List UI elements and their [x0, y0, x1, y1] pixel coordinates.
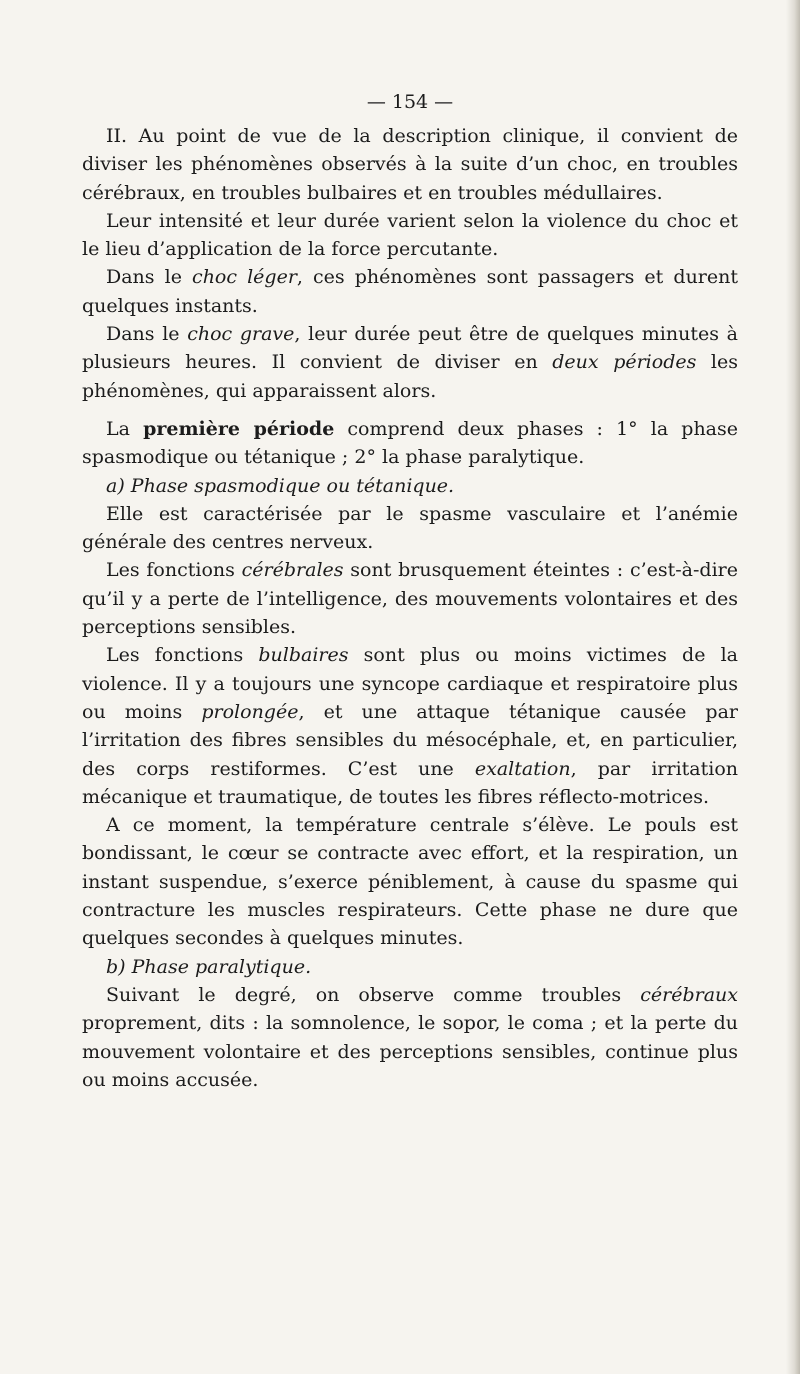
heading-spasmodic-phase: [82, 472, 738, 500]
italic-term: cérébraux: [640, 983, 738, 1006]
text-run: les phénomènes, qui apparaissent alors.: [82, 351, 738, 402]
text-run: comprend deux phases : 1° la phase spasmodique ou tétanique ; 2° la phase paralytique.: [82, 417, 739, 469]
text-run: Dans le: [106, 266, 193, 289]
paragraph-temperature: A ce moment, la température centrale s’élève. Le pouls est bondissant, le cœur se contracte avec effort, et la respiration, un instant suspendue, s’exerce péniblement, à cause du spasme qui contracture les muscles respirateurs. Cette phase ne dure que quelques secondes à quelques minutes.: [82, 814, 738, 950]
italic-heading: Phase spasmodique ou tétanique.: [130, 474, 455, 497]
paragraph-severe-shock: [82, 320, 738, 405]
text-run: , ces phénomènes sont passagers et durent quelques instants.: [82, 266, 738, 317]
paragraph-cerebral-functions: [82, 556, 738, 641]
italic-term: prolongée: [201, 700, 299, 723]
book-page: [82, 90, 738, 1094]
paragraph-intensity: Leur intensité et leur durée varient selon la violence du choc et le lieu d’application de la force percutante.: [82, 209, 738, 261]
paragraph-first-period: [82, 415, 738, 472]
text-run: sont brusquement éteintes : c’est-à-dire qu’il y a perte de l’intelligence, des mouvements volontaires et des perceptions sensibles.: [82, 559, 738, 639]
paragraph-cerebral-troubles: [82, 981, 738, 1094]
italic-term: cérébrales: [241, 559, 344, 582]
paragraph-bulbar-functions: [82, 641, 738, 811]
page-edge-shadow: [786, 0, 800, 1374]
italic-heading: Phase paralytique.: [131, 955, 312, 978]
text-run: Suivant le degré, on observe comme troubles: [106, 983, 641, 1006]
heading-letter: b): [106, 955, 132, 978]
heading-paralytic-phase: [82, 953, 738, 981]
italic-term: exaltation: [474, 757, 571, 780]
bold-term: première période: [143, 417, 335, 440]
text-run: La: [106, 417, 144, 440]
text-run: proprement, dits : la somnolence, le sopor, le coma ; et la perte du mouvement volontaire et des perceptions sensibles, continue plus ou moins accusée.: [82, 1012, 738, 1091]
paragraph-characterized: Elle est caractérisée par le spasme vasculaire et l’anémie générale des centres nerveux.: [82, 502, 738, 554]
text-run: , et une attaque tétanique causée par l’irritation des fibres sensibles du mésocéphale, et, en particulier, des corps restiformes. C’est une: [82, 700, 738, 780]
page-number: — 154 —: [366, 91, 454, 113]
text-run: , leur durée peut être de quelques minutes à plusieurs heures. Il convient de diviser en: [82, 323, 738, 374]
italic-term: bulbaires: [258, 644, 349, 667]
text-run: sont plus ou moins victimes de la violence. Il y a toujours une syncope cardiaque et respiratoire plus ou moins: [82, 644, 738, 723]
italic-term: choc léger: [192, 266, 297, 289]
text-run: , par irritation mécanique et traumatique, de toutes les fibres réflecto-motrices.: [82, 757, 738, 808]
paragraph-light-shock: [82, 263, 738, 320]
text-run: Les fonctions: [106, 644, 259, 667]
heading-letter: a): [106, 474, 131, 497]
italic-term: deux périodes: [552, 351, 697, 374]
italic-term: choc grave: [187, 323, 295, 346]
text-run: Les fonctions: [106, 559, 242, 582]
paragraph-intro: II. Au point de vue de la description clinique, il convient de diviser les phénomènes observés à la suite d’un choc, en troubles cérébraux, en troubles bulbaires et en troubles médullaires.: [82, 125, 738, 204]
text-run: Dans le: [106, 323, 188, 346]
